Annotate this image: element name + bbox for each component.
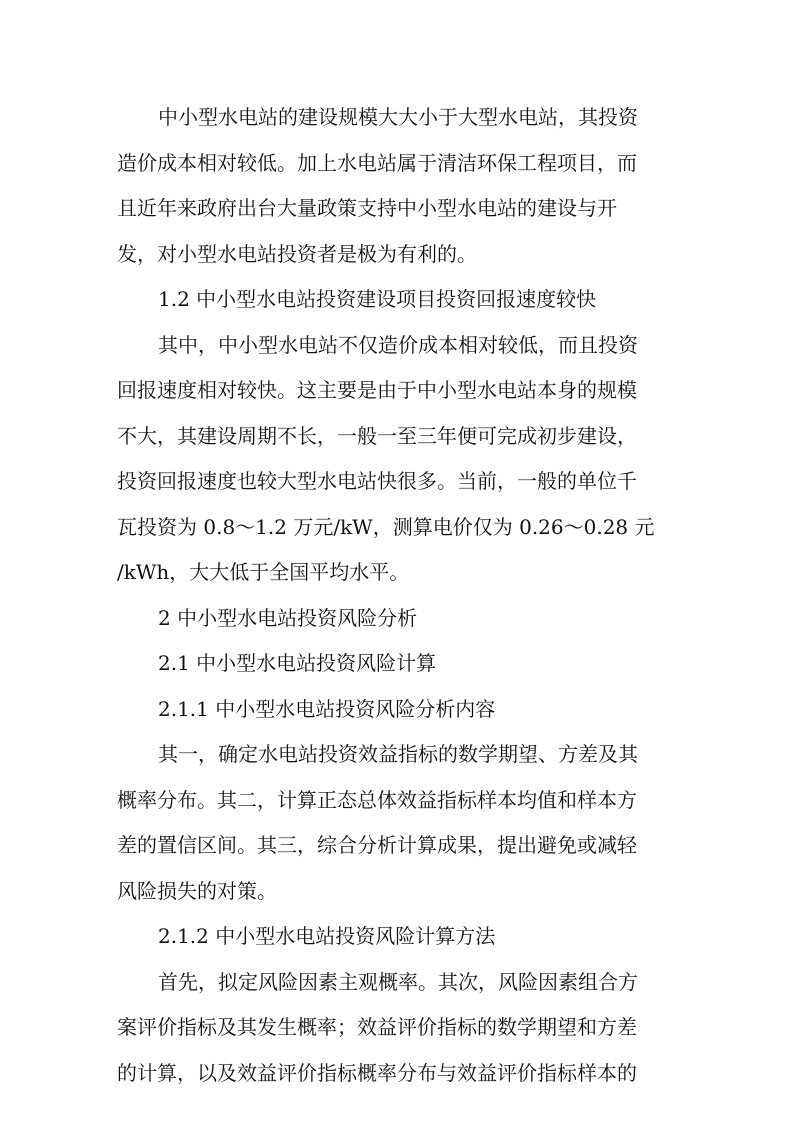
text-line: 投资回报速度也较大型水电站快很多。当前，一般的单位千 [117,469,637,493]
section-heading-2-1-1 [117,687,677,733]
text-line: 概率分布。其二，计算正态总体效益指标样本均值和样本方 [117,787,637,812]
text-line: 的计算，以及效益评价指标概率分布与效益评价指标样本的 [117,1060,637,1085]
section-heading-2-1-2 [117,914,677,960]
heading-line: 2.1.2 中小型水电站投资风险计算方法 [158,924,496,948]
heading-line: 2.1.1 中小型水电站投资风险分析内容 [158,696,496,721]
section-heading-2 [117,596,677,642]
heading-line: 1.2 中小型水电站投资建设项目投资回报速度较快 [158,287,597,311]
document-body [117,95,677,1096]
paragraph-small-hydropower-cost [117,95,677,277]
text-line: 其一，确定水电站投资效益指标的数学期望、方差及其 [158,742,638,766]
text-line: 首先，拟定风险因素主观概率。其次，风险因素组合方 [158,969,638,994]
text-line: 风险损失的对策。 [117,878,277,903]
text-line: 差的置信区间。其三，综合分析计算成果，提出避免或减轻 [117,833,637,857]
paragraph-risk-analysis-content [117,732,677,914]
heading-line: 2 中小型水电站投资风险分析 [158,605,418,630]
paragraph-investment-return [117,323,677,596]
section-heading-2-1 [117,641,677,687]
text-line: 瓦投资为 0.8～1.2 万元/kW，测算电价仅为 0.26～0.28 元 [117,514,655,539]
text-line: 造价成本相对较低。加上水电站属于清洁环保工程项目，而 [117,150,637,175]
text-line: /kWh，大大低于全国平均水平。 [117,560,410,584]
heading-line: 2.1 中小型水电站投资风险计算 [158,651,437,675]
text-line: 中小型水电站的建设规模大大小于大型水电站，其投资 [158,105,638,129]
text-line: 回报速度相对较快。这主要是由于中小型水电站本身的规模 [117,378,637,402]
text-line: 不大，其建设周期不长，一般一至三年便可完成初步建设， [117,423,637,448]
section-heading-1-2 [117,277,677,323]
paragraph-risk-calculation-method [117,960,677,1097]
text-line: 案评价指标及其发生概率；效益评价指标的数学期望和方差 [117,1015,637,1039]
text-line: 发，对小型水电站投资者是极为有利的。 [117,241,477,266]
text-line: 其中，中小型水电站不仅造价成本相对较低，而且投资 [158,332,638,357]
text-line: 且近年来政府出台大量政策支持中小型水电站的建设与开 [117,196,617,220]
